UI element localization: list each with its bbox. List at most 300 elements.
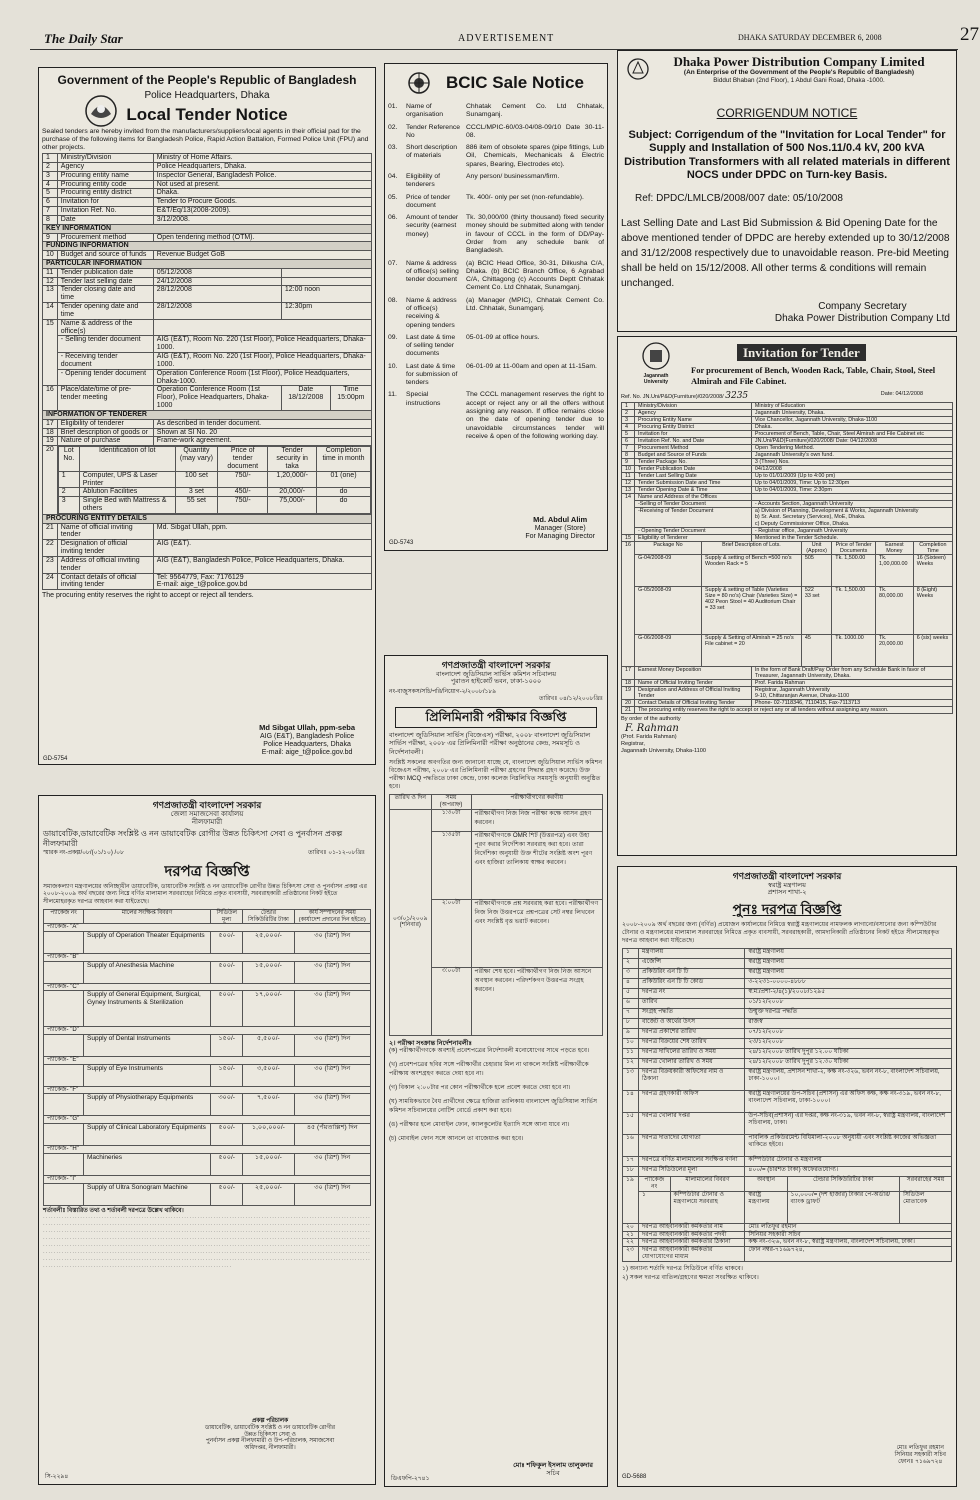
table-row (623, 1113, 952, 1135)
table-cell: 14 (43, 303, 58, 320)
table-cell: Dhaka. (751, 423, 952, 430)
moh-header-1: গণপ্রজাতন্ত্রী বাংলাদেশ সরকার (732, 871, 842, 881)
table-cell: সরবরাহের সময় (900, 1177, 952, 1192)
table-cell: 75,000/- (268, 497, 317, 514)
table-cell: 2 (43, 162, 58, 171)
table-row (43, 198, 372, 207)
table-cell: Supply of Physiotherapy Equipments (84, 1094, 211, 1116)
package-row (44, 1153, 371, 1175)
package-label-row (44, 1057, 371, 1065)
table-cell: কার্য সম্পাদনের সময় (কার্যাদেশ প্রদানের দিন হইতে) (294, 910, 371, 924)
table-cell: Invitation for (57, 198, 153, 207)
table-cell: Not used at present. (153, 180, 371, 189)
package-row (622, 586, 953, 634)
table-cell: Shown at SI No. 20 (153, 428, 371, 437)
bjsc-header-3: পুরাতন হাইকোর্ট ভবন, ঢাকা-১০০০ (450, 678, 542, 686)
table-cell: -Receiving of Tender Document (635, 508, 752, 527)
table-cell: 18 (43, 428, 58, 437)
moh-header-3: প্রশাসন শাখা-২ (767, 889, 807, 897)
police-sig-line: AIG (E&T), Bangladesh Police (260, 732, 355, 740)
table-cell: ১৭ (623, 1157, 639, 1167)
table-cell: প্যাকেজ- "A" (44, 924, 371, 932)
table-row (43, 336, 372, 353)
table-cell: প্যাকেজ নং (44, 910, 84, 924)
table-cell: PROCURING ENTITY DETAILS (43, 514, 372, 523)
table-cell: Frame-work agreement. (153, 437, 371, 446)
table-cell: Contact Details of Official Inviting Tender (635, 699, 752, 706)
dpdc-logo (626, 57, 650, 84)
table-cell: 8 (622, 452, 635, 459)
table-row (622, 487, 953, 494)
table-cell: Revenue Budget GoB (153, 251, 371, 260)
bjsc-note: (গ) বিকাল ২:০০টার পর কোন পরীক্ষার্থীকে হলে প্রবেশ করতে দেয়া হবে না। (389, 1084, 571, 1092)
table-row (623, 1029, 952, 1039)
police-signature (259, 724, 355, 758)
table-cell: ৩০ (ত্রিশ) দিন (294, 1153, 371, 1175)
police-gd-code: GD-5754 (43, 756, 68, 762)
moh-sig-line: মোঃ লতিফুর রহমান (896, 1445, 945, 1451)
table-row (622, 679, 953, 686)
package-row (44, 991, 371, 1027)
bcic-sig-name: Md. Abdul Alim (533, 515, 588, 524)
bjsc-note: (ক) পরীক্ষার্থীগণকে অবশ্যই প্রবেশপত্রের নির্দেশাবলী মনোযোগের সাথে পড়তে হবে। (389, 1047, 590, 1055)
nil-header-2: জেলা সমাজসেবা কার্যালয় (170, 810, 244, 818)
table-cell: 16 (622, 541, 635, 666)
table-cell: AIG (E&T). (153, 540, 371, 557)
table-cell: ৩০০/- (211, 1094, 243, 1116)
table-cell: পরীক্ষা শেষ হবে। পরীক্ষার্থীগণ নিজ নিজ আসনে অবস্থান করবেন। পরিদর্শকগণ উত্তরপত্র সংগ্রহ করবেন। (471, 967, 602, 1035)
table-row (43, 319, 372, 336)
table-cell: ৩০ (ত্রিশ) দিন (294, 1094, 371, 1116)
dpdc-subject: Subject: Corrigendum of the "Invitation for Local Tender" for Supply and Installation of 500 Nos.11/0.4 kV, 200 kVA Distribution Transformers with all related materials in different NOCS under DPDC on Turn-key Basis. (624, 128, 950, 182)
table-cell: AIG (E&T), Room No. 220 (1st Floor), Police Headquarters, Dhaka-1000. (153, 353, 371, 370)
table-row (622, 473, 953, 480)
table-cell: 4 (622, 423, 635, 430)
table-cell: PARTICULAR INFORMATION (43, 259, 372, 268)
table-cell: ৯ (623, 1029, 639, 1039)
bcic-cell: (a) Manager (MPIC), Chhatak Cement Co. Ltd. Chhatak, Sunamganj. (466, 296, 604, 312)
nil-header-3: নীলফামারী (191, 818, 223, 826)
table-cell: প্যাকেজ- "B" (44, 953, 371, 961)
package-row (44, 1124, 371, 1146)
nil-terms-fill: ···································································································································································································································································································································································································································································································································································································································································································································································································································································································································································· (43, 1214, 371, 1270)
table-cell: ১৫,০০০/- (243, 1153, 294, 1175)
table-cell (44, 991, 84, 1027)
table-cell: 13 (43, 286, 58, 303)
table-cell: Package No (635, 541, 702, 554)
section-header-row (43, 410, 372, 419)
table-cell: ১২ (623, 1059, 639, 1069)
moh-intro: ২০০৮-২০০৯ অর্থ বছরের জন্য (বর্ণিত) প্রয়োজন কার্যালয়ের নিমিত্তে স্বরাষ্ট্র মন্ত্রণালয়ের নামফলক লাগানো/বসানোর জন্য কম্পিউটার টোনার ও মন্ত্রণালয়ের মালামাল সরবরাহের নিমিত্তে প্রকৃত ব্যবসায়ী, সরবরাহকারী, আমদানিকারী প্রতিষ্ঠানের নিকট হইতে সীলমোহরকৃত দরপত্র আহবান করা যাইতেছে। (622, 921, 940, 945)
table-cell: 3 set (175, 488, 217, 497)
table-cell: 23 (43, 556, 58, 573)
table-cell: 1,20,000/- (268, 471, 317, 488)
dpdc-signature (775, 301, 950, 325)
table-cell: 22 (43, 540, 58, 557)
table-cell: 10 (622, 466, 635, 473)
table-cell: ৩০ (ত্রিশ) দিন (294, 1035, 371, 1057)
table-cell: দরপত্র নং (639, 989, 745, 999)
table-cell: টেন্ডার সিকিউরিটির টাকা (787, 1177, 900, 1192)
bcic-cell: Short description of materials (406, 144, 458, 160)
table-cell: Completion time in month (316, 447, 370, 471)
bjsc-note: (চ) মোবাইল ফোন সঙ্গে আনলে তা বাজেয়াপ্ত করা হবে। (389, 1135, 524, 1143)
table-cell: 8 (43, 215, 58, 224)
bcic-row (388, 144, 604, 169)
table-row (622, 707, 953, 714)
table-cell: দরপত্র বিক্রয়কারী অফিসের নাম ও ঠিকানা (639, 1069, 745, 1091)
table-cell: Tender Publication Date (635, 466, 752, 473)
table-cell: 20 (622, 699, 635, 706)
police-intro: Sealed tenders are hereby invited from the manufacturers/suppliers/local agents in their official pad for the purchase of the following items for Bangladesh Police, Rapid Action Battalion, Formed Police Unit (FPU) and other projects. (42, 128, 369, 152)
nil-subheading: ডায়াবেটিক,ডায়াবেটিক সংশ্লিষ্ট ও নন ডায়াবেটিক রোগীর উন্নত চিকিৎসা সেবা ও পুনর্বাসন প্রকল্প নীলফামারী (43, 829, 343, 848)
bcic-cell: Tk. 400/- only per set (non-refundable). (466, 193, 584, 201)
table-cell: ৩,৫০০/- (243, 1064, 294, 1086)
table-cell: Tk. 1,500.00 (832, 586, 876, 634)
table-cell: Agency (635, 409, 752, 416)
bjsc-sig-line: সচিব (546, 1469, 560, 1477)
package-label-row (44, 1146, 371, 1154)
table-cell: মালের সংক্ষিপ্ত বিবরণ (84, 910, 211, 924)
table-cell: কম্পিউটার টোনার ও মন্ত্রণালয় (745, 1157, 952, 1167)
table-row (623, 1247, 952, 1262)
table-cell: Prof. Farida Rahman (751, 679, 952, 686)
table-cell: ১৬ (623, 1135, 639, 1157)
package-row (622, 634, 953, 666)
bcic-cell: 03. (388, 144, 398, 152)
table-cell: FUNDING INFORMATION (43, 242, 372, 251)
bcic-cell: Last date & time for submission of tenders (406, 362, 458, 387)
table-cell: AIG (E&T), Bangladesh Police, Police Headquarters, Dhaka. (153, 556, 371, 573)
table-cell: ৩০ (ত্রিশ) দিন (294, 1064, 371, 1086)
table-cell: 17 (43, 419, 58, 428)
table-cell: 9 (622, 459, 635, 466)
police-title: Local Tender Notice (126, 104, 288, 124)
table-row (43, 162, 372, 171)
table-cell: 3 (43, 171, 58, 180)
table-cell: দরপত্র আহবানকারী কর্মকর্তার নাম (639, 1223, 745, 1231)
table-cell: দরপত্র আহবানকারী কর্মকর্তার পদবী (639, 1231, 745, 1239)
table-cell: সংগ্রহ পদ্ধতি (639, 1009, 745, 1019)
table-cell: Supply of Anesthesia Machine (84, 961, 211, 983)
table-row (43, 573, 372, 590)
table-cell: ০৭/১২/২০০৮ (745, 1029, 952, 1039)
table-cell (153, 319, 371, 336)
table-cell: Brief Description of Lots. (702, 541, 802, 554)
table-cell (44, 961, 84, 983)
table-cell: Contact details of official inviting tender (57, 573, 153, 590)
table-row (622, 416, 953, 423)
bcic-cell: 06. (388, 214, 398, 222)
table-cell: দরপত্র খোলার তারিখ ও সময় (639, 1059, 745, 1069)
table-row (622, 444, 953, 451)
ju-logo (632, 341, 680, 386)
schedule-row (390, 809, 603, 831)
table-cell: 15 (622, 534, 635, 541)
table-cell: ২৩ (623, 1247, 639, 1262)
table-cell: In the form of Bank Draft/Pay Order from any Schedule Bank in favor of Treasurer, Jagannath University, Dhaka. (751, 666, 952, 679)
table-cell: Dhaka. (153, 189, 371, 198)
table-cell: KEY INFORMATION (43, 224, 372, 233)
table-cell: E&T/Eq/13(2008-2009). (153, 207, 371, 216)
table-cell: 21 (43, 523, 58, 540)
table-cell: Tk. 80,000.00 (876, 586, 914, 634)
table-cell: 12:30pm (281, 303, 371, 320)
lot-row (58, 488, 370, 497)
table-cell: 2 (58, 488, 79, 497)
bcic-cell: 11. (388, 391, 397, 399)
table-cell: 18 (622, 679, 635, 686)
table-row (43, 180, 372, 189)
package-header-row (623, 1177, 952, 1192)
table-cell: দরপত্র আহবানকারী কর্মকর্তার ঠিকানা (639, 1239, 745, 1247)
table-cell: Supply of Clinical Laboratory Equipments (84, 1124, 211, 1146)
table-cell: ৮ (623, 1019, 639, 1029)
table-cell: 12:00 noon (281, 286, 371, 303)
ju-tender-invitation (617, 336, 957, 856)
table-cell: 19 (622, 686, 635, 699)
table-cell: Price of tender document (218, 447, 268, 471)
table-cell: স্বরাষ্ট্র মন্ত্রণালয় (745, 1191, 787, 1223)
table-cell: Ministry/Division (635, 402, 752, 409)
package-row (44, 961, 371, 983)
table-cell: দরপত্র প্রকাশের তারিখ (639, 1029, 745, 1039)
moh-sig-line: সিনিয়র সহকারী সচিব (894, 1452, 946, 1459)
table-cell: - Opening tender document (57, 369, 153, 386)
table-row (43, 233, 372, 242)
table-row (622, 437, 953, 444)
table-row (622, 423, 953, 430)
table-cell: ১ (639, 1191, 671, 1223)
table-cell: Operation Conference Room (1st Floor), Police Headquarters, Dhaka-1000. (153, 369, 371, 386)
table-cell: ৩০ (ত্রিশ) দিন (294, 1183, 371, 1205)
table-cell: 12 (622, 480, 635, 487)
section-header-row (43, 242, 372, 251)
ju-order: By order of the authority (621, 716, 681, 723)
table-cell: 505 (801, 554, 831, 586)
table-cell: Nature of purchase (57, 437, 153, 446)
table-cell: 01 (one) (316, 471, 370, 488)
ju-logo-text: Jagannath University (643, 373, 669, 386)
table-cell: Open tendering method (OTM). (153, 233, 371, 242)
table-cell: Registrar, Jagannath University 9-10, Chittaranjan Avenue, Dhaka-1100 (751, 686, 952, 699)
package-label-row (44, 1086, 371, 1094)
bjsc-header-1: গণপ্রজাতন্ত্রী বাংলাদেশ সরকার (441, 660, 551, 670)
table-cell: -Selling of Tender Document (635, 501, 752, 508)
bcic-gd-code: GD-5743 (389, 540, 414, 546)
bcic-sale-notice (384, 63, 608, 551)
table-cell: Budget and source of funds (57, 251, 153, 260)
table-cell: Invitation for (635, 430, 752, 437)
table-cell: Ministry/Division (57, 154, 153, 163)
dpdc-name: Dhaka Power Distribution Company Limited (673, 54, 925, 69)
bcic-cell: (a) BCIC Head Office, 30-31, Dilkusha C/A, Dhaka. (b) BCIC Branch Office, 6 Agrabad C/A, Chittagong (c) Accounts Deptt Chhatak Cement Co. Ltd Chhatak, Sunamganj. (466, 259, 604, 292)
table-cell (44, 1183, 84, 1205)
table-cell: 21 (622, 707, 635, 714)
table-cell: - Receiving tender document (57, 353, 153, 370)
bcic-cell: 04. (388, 173, 398, 181)
bcic-cell: CCCL/MPIC-60/03-04/08-09/10 Date 30-11-08. (466, 123, 604, 139)
table-row (622, 480, 953, 487)
table-cell: Supply of Eye Instruments (84, 1064, 211, 1086)
bcic-row (388, 260, 604, 293)
bjsc-title: প্রিলিমিনারী পরীক্ষার বিজ্ঞপ্তি (395, 707, 597, 728)
bcic-cell: Name of organisation (406, 103, 444, 119)
table-cell: - Accounts Section, Jagannath University (751, 501, 952, 508)
table-cell (751, 494, 952, 501)
ju-title: Invitation for Tender (737, 344, 866, 361)
bjsc-intro: বাংলাদেশ জুডিসিয়াল সার্ভিস (বিজেএস) পরীক্ষা, ২০০৮ বাংলাদেশ জুডিসিয়াল সার্ভিস পরীক্ষা, ২০০৮ এর প্রিলিমিনারী পরীক্ষা অনুষ্ঠানের কেন্দ্র, সময়সূচি ও নির্দেশনাবলী। (389, 731, 591, 756)
bcic-row (388, 173, 604, 190)
table-cell: Procuring entity district (57, 189, 153, 198)
table-cell: 6 (43, 198, 58, 207)
table-cell: Vice Chancellor, Jagannath University, Dhaka-1100 (751, 416, 952, 423)
moh-gd-code: GD-5688 (622, 1474, 647, 1480)
table-cell: ৪৫ (পঁয়তাল্লিশ) দিন (294, 1124, 371, 1146)
package-row (44, 1035, 371, 1057)
table-cell: Computer, UPS & Laser Printer (79, 471, 175, 488)
table-cell: দরপত্র বিক্রয়ের শেষ তারিখ (639, 1039, 745, 1049)
table-cell: প্যাকেজ- "G" (44, 1116, 371, 1124)
table-cell: Supply of General Equipment, Surgical, Gyney Instruments & Sterilization (84, 991, 211, 1027)
table-cell: ফোন নম্বর-৭১৬৯৭২৪, (745, 1247, 952, 1262)
table-cell: ১৫০/- (211, 1064, 243, 1086)
nil-memo: স্মারক নং-প্রকল্প/০৮/(০১/১০) /০৮ (43, 849, 124, 856)
table-cell: Tender closing date and time (57, 286, 153, 303)
nil-header-1: গণপ্রজাতন্ত্রী বাংলাদেশ সরকার (152, 800, 262, 810)
bcic-rows (388, 103, 604, 441)
table-cell: JN.Uni/P&D(Furniture)/020/2008/ Date: 04/12/2008 (751, 437, 952, 444)
dpdc-ref: Ref: DPDC/LMLCB/2008/007 date: 05/10/2008 (635, 193, 843, 205)
table-cell: সিডিউল মোতাবেক (900, 1191, 952, 1223)
table-cell: ২:০০টা (431, 899, 471, 967)
table-cell: স্বরাষ্ট্র মন্ত্রণালয়, প্রশাসন শাখা-২, কক্ষ নং-৩২৬, ভবন নং-৮, বাংলাদেশ সচিবালয়, ঢাকা-১০০০। (745, 1069, 952, 1091)
bcic-row (388, 334, 604, 359)
police-org: Government of the People's Republic of Bangladesh (57, 73, 357, 87)
bjsc-exam-notice (384, 655, 608, 1487)
police-sig-line: E-mail: aige_t@police.gov.bd (261, 749, 353, 757)
table-cell: As described in tender document. (153, 419, 371, 428)
table-cell: Price of Tender Documents (832, 541, 876, 554)
table-cell: ৩০ (ত্রিশ) দিন (294, 961, 371, 983)
table-cell: Machineries (84, 1153, 211, 1175)
table-cell: উন্মুক্ত দরপত্র পদ্ধতি (745, 1009, 952, 1019)
table-cell: 28/12/2008 (153, 286, 281, 303)
table-cell: প্যাকেজ নং (639, 1177, 671, 1192)
bcic-cell: 08. (388, 296, 398, 304)
dpdc-sig-line: Company Secretary (818, 301, 907, 312)
table-cell: ৩০ (ত্রিশ) দিন (294, 991, 371, 1027)
table-row (623, 1069, 952, 1091)
moh-extra (622, 1265, 952, 1282)
table-row (622, 699, 953, 706)
ju-table (621, 402, 953, 714)
table-cell: ২৩/১২/২০০৮ (745, 1039, 952, 1049)
table-cell: ২২ (623, 1239, 639, 1247)
bjsc-gd-code: ডিএফপি-২৭৪১ (391, 1476, 430, 1482)
moh-extra-line: ২) সকল দরপত্র বাতিল/গ্রহণের ক্ষমতা সংরক্ষিত থাকিবে। (622, 1273, 759, 1281)
bcic-cell: Amount of tender security (earnest money) (406, 214, 459, 238)
dateline: DHAKA SATURDAY DECEMBER 6, 2008 (738, 33, 882, 42)
table-cell: 3/12/2008. (153, 215, 371, 224)
police-tender-notice (38, 67, 376, 765)
table-cell: Inspector General, Bangladesh Police. (153, 171, 371, 180)
table-cell: Procuring entity code (57, 180, 153, 189)
table-row (622, 409, 953, 416)
package-label-row (44, 1027, 371, 1035)
package-label-row (44, 924, 371, 932)
table-cell: Tk. 1,500.00 (832, 554, 876, 586)
table-cell: অবস্থান (745, 1177, 787, 1192)
ju-sig-line: (Prof. Farida Rahman) (621, 734, 677, 741)
table-cell: - Selling tender document (57, 336, 153, 353)
table-cell: ১,০০,০০০/- (243, 1124, 294, 1146)
bcic-cell: Price of tender document (406, 193, 451, 209)
table-cell: 750/- (218, 497, 268, 514)
table-cell: ৪ (623, 979, 639, 989)
table-row (622, 666, 953, 679)
bcic-cell: Special instructions (406, 391, 441, 407)
table-cell: ৩ (623, 969, 639, 979)
table-cell: 16 (Sixteen) Weeks (913, 554, 952, 586)
package-label-row (44, 1116, 371, 1124)
ju-sig-line: Jagannath University, Dhaka-1100 (621, 747, 706, 754)
table-cell: পরীক্ষার্থীগণের করণীয় (471, 795, 602, 809)
table-cell: ১৫ (623, 1113, 639, 1135)
package-row (44, 1183, 371, 1205)
bcic-row (388, 103, 604, 120)
bcic-sig-line: Manager (Store) (534, 524, 586, 532)
table-row (623, 989, 952, 999)
table-cell: ১৫,০০০/- (243, 961, 294, 983)
table-cell: Tender Last Selling Date (635, 473, 752, 480)
section-label: ADVERTISEMENT (458, 33, 555, 44)
bcic-cell: 05-01-09 at office hours. (466, 333, 540, 341)
table-cell: ৭ (623, 1009, 639, 1019)
table-cell: Supply of Operation Theater Equipments (84, 931, 211, 953)
table-cell (281, 277, 371, 286)
table-cell: G-06/2008-09 (635, 634, 702, 666)
table-cell: 04/12/2008 (751, 466, 952, 473)
table-cell: 3 (Three) Nos. (751, 459, 952, 466)
section-header-row (43, 514, 372, 523)
table-cell: প্যাকেজ- "F" (44, 1086, 371, 1094)
dpdc-sig-line: Dhaka Power Distribution Company Ltd (774, 312, 950, 324)
table-cell: Invitation Ref. No. and Date (635, 437, 752, 444)
table-cell: 55 set (175, 497, 217, 514)
page-number: 27 (960, 24, 979, 45)
nilphamari-tender-notice (38, 795, 376, 1485)
header-row (390, 795, 603, 809)
table-cell: Earnest Money Deposition (635, 666, 752, 679)
table-cell: 3 (622, 416, 635, 423)
newspaper-title: The Daily Star (44, 31, 123, 46)
table-cell: ৫০০/- (211, 1153, 243, 1175)
table-row (622, 527, 953, 534)
table-cell: ৬ (623, 999, 639, 1009)
nil-sig-line: পুনর্বাসন প্রকল্প নীলফামারী ও উপ-পরিচালক, সমাজসেবা (205, 1438, 335, 1445)
table-cell: ৩-২২৩১-০০০০-৪৮৮৮ (745, 979, 952, 989)
table-cell: do (316, 488, 370, 497)
table-cell: 750/- (218, 471, 268, 488)
table-row (43, 556, 372, 573)
bcic-cell: 886 item of obsolete spares (pipe fittings, Lub Oil, Chemicals, Mechanicals & Electric spares, Bearing, Electrodes etc). (466, 144, 604, 168)
bjsc-header-2: বাংলাদেশ জুডিসিয়াল সার্ভিস কমিশন সচিবালয় (435, 670, 557, 678)
package-label-row (44, 953, 371, 961)
table-cell: ৫ (623, 989, 639, 999)
table-cell: দরপত্র খোলার দপ্তর (639, 1113, 745, 1135)
ju-ref-handwritten: 3235 (725, 390, 749, 401)
